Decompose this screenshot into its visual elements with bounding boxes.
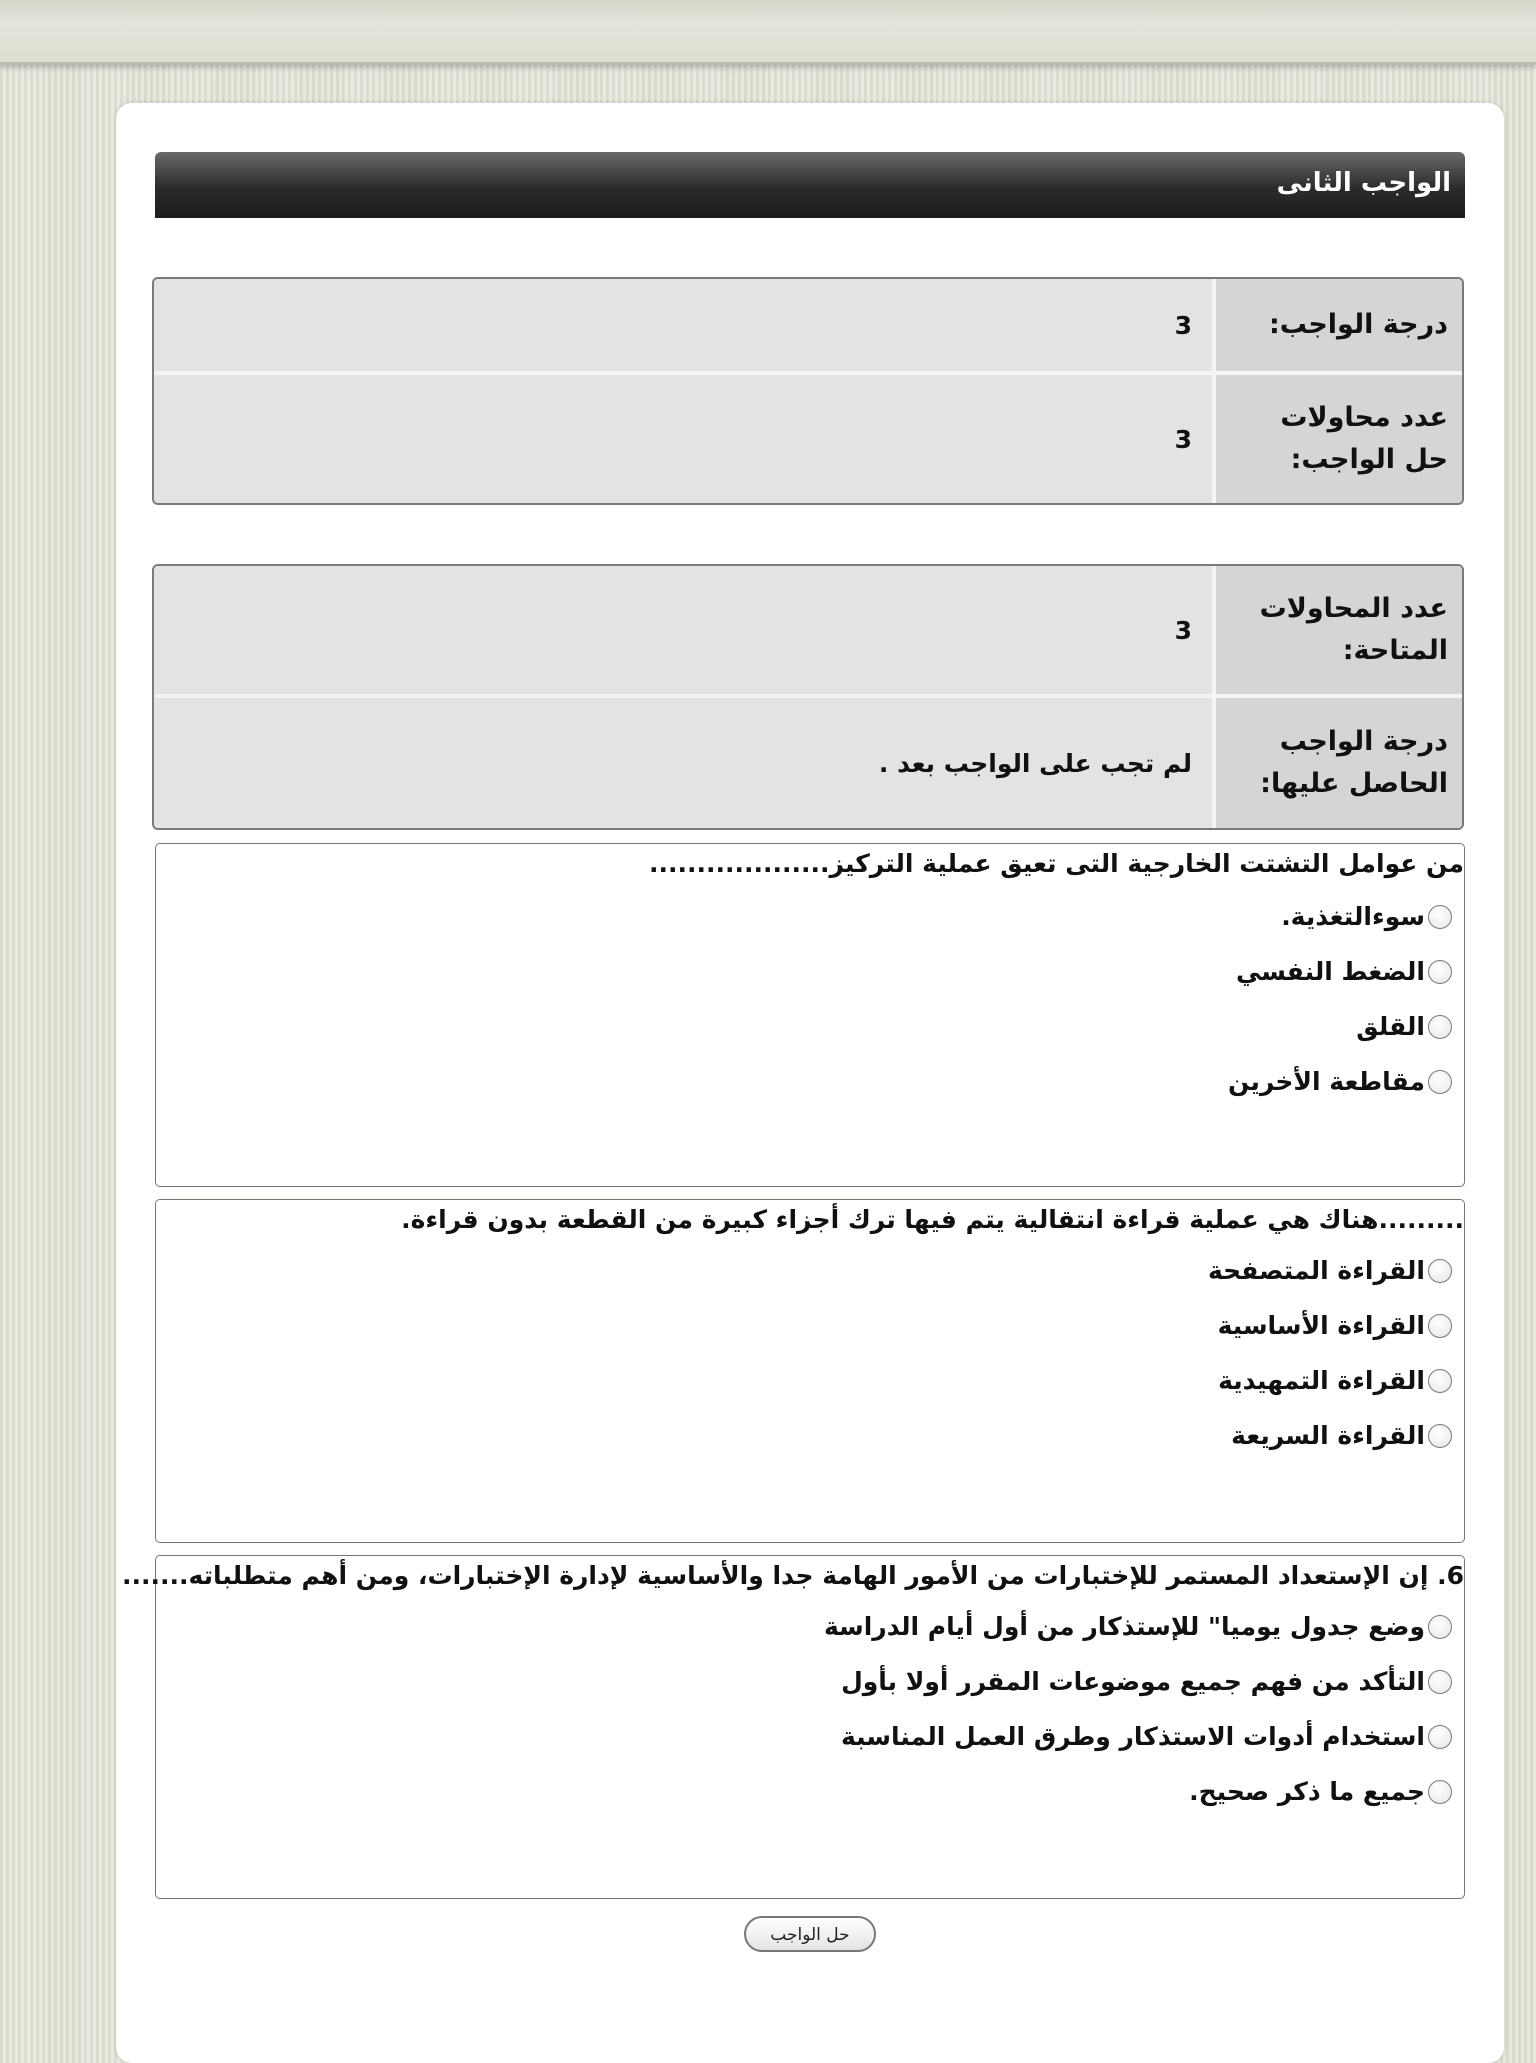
radio-button[interactable] (1428, 1615, 1452, 1639)
radio-button[interactable] (1428, 1780, 1452, 1804)
option-label: القراءة المتصفحة (1207, 1256, 1425, 1285)
question-text: .........هناك هي عملية قراءة انتقالية يتم فيها ترك أجزاء كبيرة من القطعة بدون قراءة. (401, 1205, 1464, 1234)
info-label: درجة الواجب: (1212, 279, 1462, 371)
question-box (155, 1199, 1465, 1543)
info-label: عدد محاولات حل الواجب: (1212, 375, 1462, 503)
radio-button[interactable] (1428, 1670, 1452, 1694)
answer-option[interactable] (1208, 1256, 1452, 1285)
radio-button[interactable] (1428, 1015, 1452, 1039)
answer-option[interactable] (1236, 957, 1452, 986)
answer-option[interactable] (1281, 902, 1452, 931)
option-label: سوءالتغذية. (1281, 902, 1425, 931)
answer-option[interactable] (841, 1667, 1452, 1696)
radio-button[interactable] (1428, 1424, 1452, 1448)
top-bar (0, 0, 1536, 65)
radio-button[interactable] (1428, 1725, 1452, 1749)
answer-option[interactable] (1218, 1366, 1452, 1395)
option-label: التأكد من فهم جميع موضوعات المقرر أولا بأول (841, 1667, 1425, 1696)
info-row (154, 698, 1462, 828)
info-label: عدد المحاولات المتاحة: (1212, 566, 1462, 694)
option-label: جميع ما ذكر صحيح. (1189, 1777, 1425, 1806)
info-value: 3 (154, 279, 1212, 371)
option-label: وضع جدول يوميا" للإستذكار من أول أيام الدراسة (823, 1612, 1425, 1641)
radio-button[interactable] (1428, 1070, 1452, 1094)
question-box (121, 1555, 1465, 1899)
option-label: القراءة الأساسية (1217, 1311, 1425, 1340)
info-value: لم تجب على الواجب بعد . (154, 698, 1212, 828)
assignment-info-table (152, 277, 1464, 505)
info-row (154, 279, 1462, 375)
info-value: 3 (154, 566, 1212, 694)
submit-assignment-button[interactable]: حل الواجب (744, 1916, 876, 1952)
radio-button[interactable] (1428, 1259, 1452, 1283)
answer-option[interactable] (824, 1612, 1452, 1641)
option-label: مقاطعة الأخرين (1227, 1067, 1425, 1096)
answer-option[interactable] (841, 1722, 1452, 1751)
option-label: القراءة التمهيدية (1218, 1366, 1425, 1395)
question-text: من عوامل التشتت الخارجية التى تعيق عملية التركيز................... (649, 849, 1464, 878)
answer-option[interactable] (1228, 1067, 1452, 1096)
answer-option[interactable] (1218, 1311, 1452, 1340)
radio-button[interactable] (1428, 1369, 1452, 1393)
option-label: القراءة السريعة (1231, 1421, 1425, 1450)
assignment-header (155, 152, 1465, 218)
radio-button[interactable] (1428, 1314, 1452, 1338)
option-label: الضغط النفسي (1235, 957, 1425, 986)
info-row (154, 375, 1462, 503)
answer-option[interactable] (1356, 1012, 1452, 1041)
option-label: القلق (1356, 1012, 1425, 1041)
option-label: استخدام أدوات الاستذكار وطرق العمل المناسبة (841, 1722, 1425, 1751)
radio-button[interactable] (1428, 960, 1452, 984)
attempts-info-table (152, 564, 1464, 830)
question-box (155, 843, 1465, 1187)
answer-option[interactable] (1231, 1421, 1452, 1450)
page-title: الواجب الثانى (1276, 168, 1451, 198)
info-label: درجة الواجب الحاصل عليها: (1212, 698, 1462, 828)
info-row (154, 566, 1462, 698)
radio-button[interactable] (1428, 905, 1452, 929)
question-text: 6. إن الإستعداد المستمر للإختبارات من الأمور الهامة جدا والأساسية لإدارة الإختبارات، ومن أهم متطلباته....... (121, 1561, 1464, 1590)
answer-option[interactable] (1189, 1777, 1452, 1806)
info-value: 3 (154, 375, 1212, 503)
